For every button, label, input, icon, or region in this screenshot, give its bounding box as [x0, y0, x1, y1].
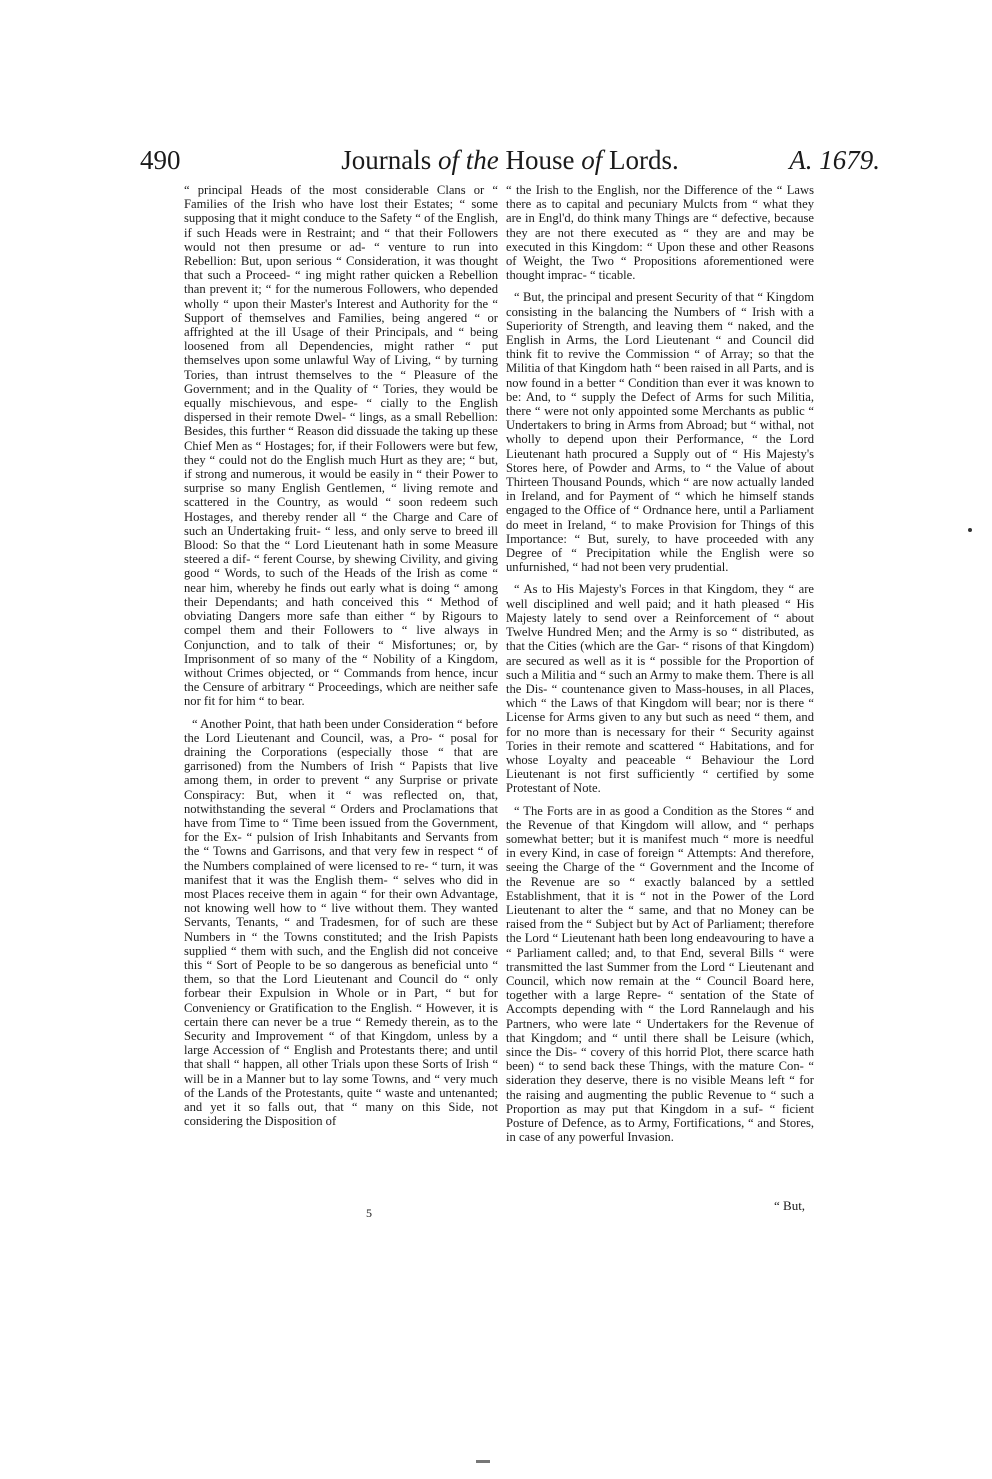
binding-mark [476, 1460, 490, 1463]
paragraph: “ the Irish to the English, nor the Difference of the “ Laws there as to capital and pecuniary Mulcts from “ what they are in Engl'd, do think many Things are “ defective, because they are not there executed as “ they are and may be executed in this Kingdom: “ Upon these and other Reasons of Weight, the Two “ Propositions aforementioned were thought imprac- “ ticable. [506, 183, 814, 283]
signature-mark: 5 [366, 1206, 372, 1220]
running-title: Journals of the House of Lords. [341, 145, 679, 175]
year-heading: A. 1679. [789, 145, 880, 175]
page-number: 490 [140, 145, 181, 175]
ink-speck [968, 528, 972, 532]
catchword: “ But, [774, 1198, 806, 1213]
paragraph: “ Another Point, that hath been under Consideration “ before the Lord Lieutenant and Council, was, a Pro- “ posal for draining the Corporations (especially those “ that are garrisoned) from the Numbers of Irish “ Papists that live among them, in order to prevent “ any Surprise or private Conspiracy: But, when it “ was reflected on, that, notwithstanding the several “ Orders and Proclamations that have from Time to “ Time been issued from the Government, for the Ex- “ pulsion of Irish Inhabitants and Servants from the “ Towns and Garrisons, and that very few in respect “ of the Numbers complained of were licensed to re- “ turn, it was manifest that it was the English them- “ selves who did in most Places receive them in again “ for their own Advantage, not knowing well how to “ live without them. They wanted Servants, Tenants, “ and Tradesmen, for of such are these Numbers in “ the Towns constituted; and the Irish Papists supplied “ them with such, and the English did not conceive this “ Sort of People to be so dangerous as beneficial unto “ them, so that the Lord Lieutenant and Council do “ only forbear their Expulsion in Whole or in Part, “ but for Conveniency or Gratification to the English. “ However, it is certain there can never be a true “ Remedy therein, as to the Security and Improvement “ of that Kingdom, unless by a large Accession of “ English and Protestants there; and until that shall “ happen, all other Trials upon these Sorts of Irish “ will be in a Manner but to lay some Towns, and “ very much of the Lands of the Protestants, quite “ waste and untenanted; and yet it so falls out, that “ many on this Side, not considering the Disposition of [184, 716, 498, 1129]
paragraph: “ As to His Majesty's Forces in that Kingdom, they “ are well disciplined and well paid; and it hath pleased “ His Majesty lately to send over a Reinforcement of “ about Twelve Hundred Men; and the Army is so “ distributed, as that the Cities (which are the Gar- “ risons of that Kingdom) are secured as well as it is “ possible for the Proportion of such a Militia and “ such an Army to make them. There is all the Dis- “ countenance given to Mass-houses, in all Places, which “ the Laws of that Kingdom will bear; nor is there “ License for Arms given to any but such as need “ them, and for no more than is necessary for their “ Security against Tories in their remote and scattered “ Habitations, and for whose Loyalty and peaceable “ Behaviour the Lord Lieutenant is not first sufficiently “ certified by some Protestant of Note. [506, 582, 814, 796]
paragraph: “ But, the principal and present Security of that “ Kingdom consisting in the balancing the Numbers of “ Irish with a Superiority of Strength, and leaving them “ naked, and the English in Arms, the Lord Lieutenant “ and Council did think fit to revive the Commission “ of Array; so that the Militia of that Kingdom hath “ been raised in all Parts, and is now found in a better “ Condition than ever it was known to be: And, to “ supply the Defect of Arms for such Militia, there “ were not only appointed some Merchants as public “ Undertakers to bring in Arms from Abroad; but “ withal, not wholly to depend upon their Performance, “ the Lord Lieutenant hath procured a Supply out of “ His Majesty's Stores here, of Powder and Arms, to “ the Value of about Thirteen Thousand Pounds, which “ are now actually landed in Ireland, and for Payment of “ which he himself stands engaged to the Office of “ Ordnance here, until a Parliament do meet in Ireland, “ to make Provision for Things of this Importance: “ But, surely, to have proceeded with any Degree of “ Precipitation while the English were so unfurnished, “ had not been very prudential. [506, 290, 814, 575]
left-column [184, 183, 498, 1136]
page-header [140, 145, 880, 185]
paragraph: “ principal Heads of the most considerable Clans or “ Families of the Irish who have lost their Estates; “ some supposing that it might conduce to the Safety “ of the English, if such Heads were in Restraint; and “ that their Followers would not then presume or ad- “ venture to run into Rebellion: But, upon serious “ Consideration, it was thought that such a Proceed- “ ing might rather quicken a Rebellion than prevent it; “ for the numerous Followers, who depended wholly “ upon their Master's Interest and Authority for the “ Support of themselves and Families, being angered “ or affrighted at the ill Usage of their Principals, and “ being loosened from all Dependencies, might rather “ put themselves upon some unlawful Way of Living, “ by turning Tories, than intrust themselves to the “ Pleasure of the Government; and in the Quality of “ Tories, they would be equally mischievous, and espe- “ cially to the English dispersed in their remote Dwel- “ lings, as a small Rebellion: Besides, this further “ Reason did dissuade the taking up these Chief Men as “ Hostages; for, if their Followers were but few, they “ could not do the English much Hurt as they are; “ but, if strong and numerous, it would be easily in “ their Power to surprise so many English Gentlemen, “ living remote and scattered in the Country, as would “ soon redeem such Hostages, and thereby render all “ the Charge and Care of such an Undertaking fruit- “ less, and only serve to breed ill Blood: So that the “ Lord Lieutenant hath in some Measure steered a dif- “ ferent Course, by shewing Civility, and giving good “ Words, to such of the Heads of the Irish as come “ near him, whereby he finds out early what is doing “ among their Dependants; and hath conceived this “ Method of obviating Dangers more safe than either “ by Rigours to compel them and their Followers to “ live always in Conjunction, and to talk of their “ Misfortunes; or, by Imprisonment of so many of the “ Nobility of a Kingdom, without Crimes objected, or “ Commands from hence, incur the Censure of arbitrary “ Proceedings, which are neither safe nor fit for him “ to bear. [184, 183, 498, 709]
right-column [506, 183, 814, 1152]
paragraph: “ The Forts are in as good a Condition as the Stores “ and the Revenue of that Kingdom will allow, and “ perhaps somewhat better; but it is manifest much “ more is needful in every Kind, in case of foreign “ Attempts: And therefore, seeing the Charge of the “ Government and the Income of the Revenue are so “ exactly balanced by a settled Establishment, that it is “ not in the Power of the Lord Lieutenant to alter the “ same, and that no Money can be raised from the “ Subject but by Act of Parliament; therefore the Lord “ Lieutenant hath been long endeavouring to have a “ Parliament called; and, to that End, several Bills “ were transmitted the last Summer from the Lord “ Lieutenant and Council, which now remain at the “ Council Board here, together with a large Repre- “ sentation of the State of Accompts depending with “ the Lord Rannelaugh and his Partners, who were late “ Undertakers for the Revenue of that Kingdom; and “ until there shall be Leisure (which, since the Dis- “ covery of this horrid Plot, there scarce hath been) “ to send back these Things, with the mature Con- “ sideration they deserve, there is no visible Means left “ for the raising and augmenting the public Revenue to “ such a Proportion as may put that Kingdom in a suf- “ ficient Posture of Defence, as to Army, Fortifications, “ and Stores, in case of any powerful Invasion. [506, 803, 814, 1145]
